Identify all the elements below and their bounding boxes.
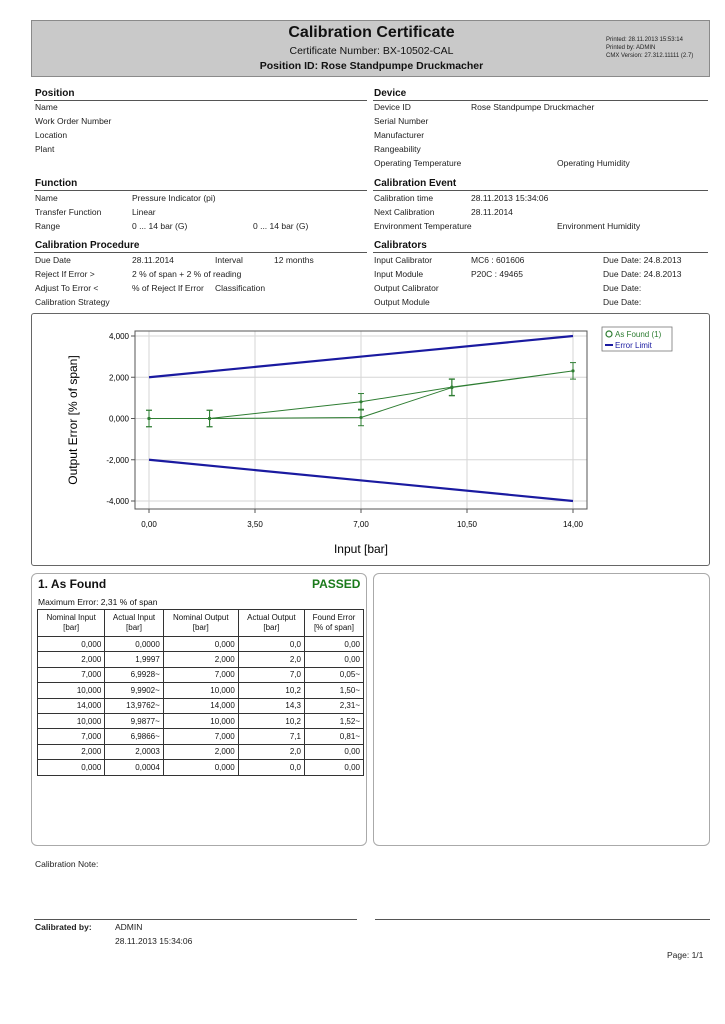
reject-if-error-label: Reject If Error > xyxy=(35,269,95,279)
table-cell: 9,9877~ xyxy=(105,713,163,728)
x-tick-label: 7,00 xyxy=(353,520,369,529)
transfer-function-label: Transfer Function xyxy=(35,207,102,217)
table-cell: 14,000 xyxy=(163,698,238,713)
table-row xyxy=(38,667,364,682)
calibration-strategy-label: Calibration Strategy xyxy=(35,297,110,307)
environment-humidity-label: Environment Humidity xyxy=(557,221,641,231)
y-tick-label: 2,000 xyxy=(108,373,129,383)
data-point xyxy=(571,369,574,372)
as-found-table xyxy=(37,609,364,776)
reject-if-error-value: 2 % of span + 2 % of reading xyxy=(132,269,242,279)
y-tick-label: -2,000 xyxy=(106,455,129,465)
column-header-line: [bar] xyxy=(263,623,280,632)
function-divider xyxy=(34,190,367,191)
input-module-label: Input Module xyxy=(374,269,424,279)
table-cell: 10,000 xyxy=(163,713,238,728)
range-input-value: 0 ... 14 bar (G) xyxy=(132,221,188,231)
column-header xyxy=(105,610,163,637)
data-point xyxy=(359,416,362,419)
next-calibration-value: 28.11.2014 xyxy=(471,207,513,217)
table-cell: 0,00 xyxy=(304,652,363,667)
certificate-number: Certificate Number: BX-10502-CAL xyxy=(289,45,454,57)
input-calibrator-due: Due Date: 24.8.2013 xyxy=(603,255,682,265)
adjust-to-error-value: % of Reject If Error xyxy=(132,283,204,293)
position-heading: Position xyxy=(35,88,75,99)
table-cell: 2,000 xyxy=(38,652,105,667)
table-cell: 0,000 xyxy=(163,760,238,775)
table-cell: 9,9902~ xyxy=(105,683,163,698)
position-name-label: Name xyxy=(35,102,58,112)
calibrated-by-name: ADMIN xyxy=(115,922,143,932)
table-row xyxy=(38,698,364,713)
operating-humidity-label: Operating Humidity xyxy=(557,158,630,168)
interval-label: Interval xyxy=(215,255,243,265)
table-row xyxy=(38,683,364,698)
page-title: Calibration Certificate xyxy=(288,24,455,41)
calibration-event-heading: Calibration Event xyxy=(374,178,457,189)
function-name-value: Pressure Indicator (pi) xyxy=(132,193,216,203)
column-header xyxy=(163,610,238,637)
table-cell: 2,000 xyxy=(38,744,105,759)
table-cell: 7,000 xyxy=(38,667,105,682)
table-cell: 7,1 xyxy=(238,729,304,744)
as-found-title: 1. As Found xyxy=(38,577,107,591)
serial-number-label: Serial Number xyxy=(374,116,429,126)
legend-error-limit-label: Error Limit xyxy=(615,341,652,350)
table-row xyxy=(38,652,364,667)
calibrators-divider xyxy=(373,252,708,253)
table-cell: 0,0 xyxy=(238,760,304,775)
data-point xyxy=(147,417,150,420)
interval-value: 12 months xyxy=(274,255,314,265)
empty-panel xyxy=(373,573,710,846)
output-module-label: Output Module xyxy=(374,297,430,307)
work-order-label: Work Order Number xyxy=(35,116,112,126)
rangeability-label: Rangeability xyxy=(374,144,421,154)
calibration-time-value: 28.11.2013 15:34:06 xyxy=(471,193,549,203)
table-cell: 2,000 xyxy=(163,652,238,667)
table-cell: 2,0 xyxy=(238,744,304,759)
x-tick-label: 14,00 xyxy=(562,520,584,529)
certificate-header xyxy=(31,20,710,77)
calibrators-heading: Calibrators xyxy=(374,240,427,251)
table-cell: 0,000 xyxy=(38,760,105,775)
transfer-function-value: Linear xyxy=(132,207,156,217)
table-cell: 14,3 xyxy=(238,698,304,713)
table-row xyxy=(38,637,364,652)
input-calibrator-label: Input Calibrator xyxy=(374,255,433,265)
table-cell: 13,9762~ xyxy=(105,698,163,713)
column-header xyxy=(38,610,105,637)
table-header-row xyxy=(38,610,364,637)
column-header-line: Nominal Input xyxy=(46,613,96,622)
column-header-line: [% of span] xyxy=(313,623,354,632)
location-label: Location xyxy=(35,130,68,140)
classification-label: Classification xyxy=(215,283,266,293)
legend-as-found-label: As Found (1) xyxy=(615,330,662,339)
procedure-heading: Calibration Procedure xyxy=(35,240,140,251)
table-cell: 14,000 xyxy=(38,698,105,713)
table-row xyxy=(38,729,364,744)
y-axis-label: Output Error [% of span] xyxy=(66,355,80,485)
table-cell: 10,000 xyxy=(163,683,238,698)
x-tick-label: 3,50 xyxy=(247,520,263,529)
device-id-value: Rose Standpumpe Druckmacher xyxy=(471,102,595,112)
signature-line-left xyxy=(34,919,357,920)
calibrated-by-label: Calibrated by: xyxy=(35,922,92,932)
table-cell: 1,50~ xyxy=(304,683,363,698)
table-cell: 0,0004 xyxy=(105,760,163,775)
function-heading: Function xyxy=(35,178,78,189)
as-found-result: PASSED xyxy=(312,577,361,591)
data-point xyxy=(208,417,211,420)
table-cell: 1,9997 xyxy=(105,652,163,667)
calibration-event-divider xyxy=(373,190,708,191)
table-body xyxy=(38,637,364,776)
device-heading: Device xyxy=(374,88,407,99)
table-cell: 6,9928~ xyxy=(105,667,163,682)
column-header-line: Found Error xyxy=(312,613,356,622)
table-cell: 7,000 xyxy=(38,729,105,744)
column-header-line: Actual Output xyxy=(247,613,296,622)
table-row xyxy=(38,744,364,759)
adjust-to-error-label: Adjust To Error < xyxy=(35,283,99,293)
due-date-value: 28.11.2014 xyxy=(132,255,174,265)
table-cell: 0,0000 xyxy=(105,637,163,652)
function-name-label: Name xyxy=(35,193,58,203)
table-cell: 10,000 xyxy=(38,713,105,728)
column-header-line: [bar] xyxy=(63,623,80,632)
table-cell: 10,2 xyxy=(238,713,304,728)
table-cell: 7,000 xyxy=(163,667,238,682)
table-cell: 0,81~ xyxy=(304,729,363,744)
plant-label: Plant xyxy=(35,144,55,154)
environment-temperature-label: Environment Temperature xyxy=(374,221,472,231)
table-cell: 0,000 xyxy=(38,637,105,652)
next-calibration-label: Next Calibration xyxy=(374,207,435,217)
calibration-time-label: Calibration time xyxy=(374,193,434,203)
table-cell: 0,05~ xyxy=(304,667,363,682)
procedure-divider xyxy=(34,252,367,253)
y-tick-label: -4,000 xyxy=(106,497,129,506)
table-cell: 2,0003 xyxy=(105,744,163,759)
maximum-error: Maximum Error: 2,31 % of span xyxy=(38,597,158,607)
table-cell: 0,000 xyxy=(163,637,238,652)
column-header-line: Actual Input xyxy=(112,613,156,622)
column-header xyxy=(238,610,304,637)
chart-ticks xyxy=(106,332,583,529)
table-cell: 1,52~ xyxy=(304,713,363,728)
column-header xyxy=(304,610,363,637)
signature-line-right xyxy=(375,919,710,920)
table-cell: 7,0 xyxy=(238,667,304,682)
table-cell: 0,0 xyxy=(238,637,304,652)
data-point xyxy=(450,386,453,389)
output-calibrator-due: Due Date: xyxy=(603,283,642,293)
y-tick-label: 4,000 xyxy=(108,332,129,341)
table-row xyxy=(38,760,364,775)
table-cell: 2,000 xyxy=(163,744,238,759)
input-module-due: Due Date: 24.8.2013 xyxy=(603,269,682,279)
device-id-label: Device ID xyxy=(374,102,411,112)
table-cell: 0,00 xyxy=(304,637,363,652)
y-tick-label: 0,000 xyxy=(108,414,129,424)
table-cell: 0,00 xyxy=(304,744,363,759)
table-cell: 10,2 xyxy=(238,683,304,698)
calibration-note-label: Calibration Note: xyxy=(35,859,99,869)
range-label: Range xyxy=(35,221,61,231)
table-cell: 2,0 xyxy=(238,652,304,667)
error-chart xyxy=(35,315,706,564)
x-tick-label: 10,50 xyxy=(456,520,478,529)
page-number: Page: 1/1 xyxy=(667,950,704,960)
position-divider xyxy=(34,100,367,101)
input-module-value: P20C : 49465 xyxy=(471,269,523,279)
column-header-line: [bar] xyxy=(126,623,143,632)
column-header-line: [bar] xyxy=(192,623,209,632)
table-cell: 2,31~ xyxy=(304,698,363,713)
x-axis-label: Input [bar] xyxy=(333,542,389,556)
input-calibrator-value: MC6 : 601606 xyxy=(471,255,525,265)
table-cell: 7,000 xyxy=(163,729,238,744)
column-header-line: Nominal Output xyxy=(172,613,229,622)
table-cell: 10,000 xyxy=(38,683,105,698)
x-tick-label: 0,00 xyxy=(141,520,157,529)
calibrated-by-date: 28.11.2013 15:34:06 xyxy=(115,936,193,946)
data-point xyxy=(359,400,362,403)
device-divider xyxy=(373,100,708,101)
table-cell: 6,9866~ xyxy=(105,729,163,744)
printed-date: Printed: 28.11.2013 15:53:14 xyxy=(606,37,683,43)
output-module-due: Due Date: xyxy=(603,297,642,307)
due-date-label: Due Date xyxy=(35,255,71,265)
table-cell: 0,00 xyxy=(304,760,363,775)
operating-temperature-label: Operating Temperature xyxy=(374,158,462,168)
output-calibrator-label: Output Calibrator xyxy=(374,283,439,293)
manufacturer-label: Manufacturer xyxy=(374,130,425,140)
position-id: Position ID: Rose Standpumpe Druckmacher xyxy=(259,60,484,72)
cmx-version: CMX Version: 27.312.11111 (2.7) xyxy=(606,53,694,59)
printed-by: Printed by: ADMIN xyxy=(606,45,656,51)
chart-legend xyxy=(602,327,672,351)
range-output-value: 0 ... 14 bar (G) xyxy=(253,221,309,231)
table-row xyxy=(38,713,364,728)
